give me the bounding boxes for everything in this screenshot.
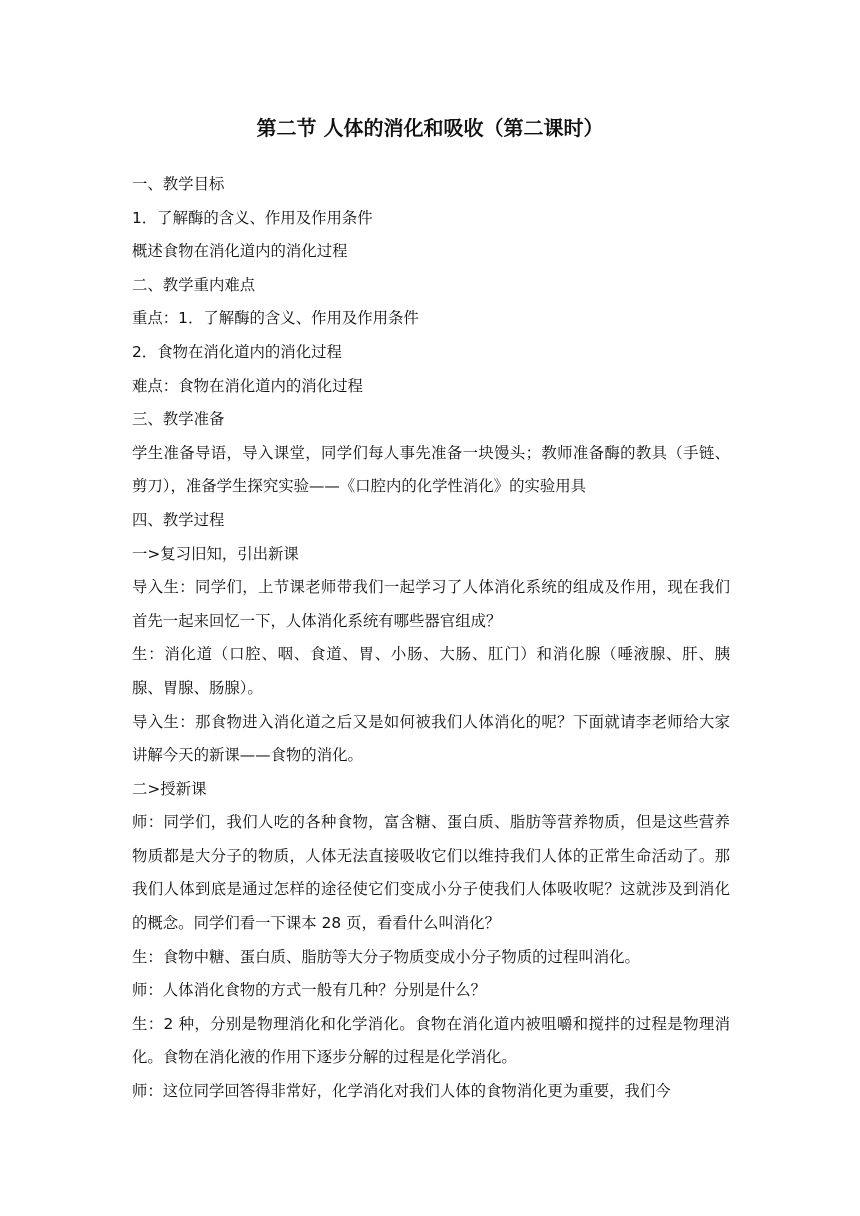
dialogue-paragraph: 生：食物中糖、蛋白质、脂肪等大分子物质变成小分子物质的过程叫消化。 [132, 947, 640, 966]
section-heading-preparation: 三、教学准备 [132, 410, 225, 429]
dialogue-paragraph: 导入生：那食物进入消化道之后又是如何被我们人体消化的呢？下面就请李老师给大家讲解今天的新课——食物的消化。 [132, 712, 730, 765]
objective-2: 概述食物在消化道内的消化过程 [132, 242, 348, 261]
section-heading-process: 四、教学过程 [132, 510, 225, 529]
dialogue-paragraph: 师：同学们，我们人吃的各种食物，富含糖、蛋白质、脂肪等营养物质，但是这些营养物质都是大分子的物质，人体无法直接吸收它们以维持我们人体的正常生命活动了。那我们人体到底是通过怎样的途径使它们变成小分子使我们人体吸收呢？这就涉及到消化的概念。同学们看一下课本 28 页，看看什么叫消化？ [132, 813, 730, 933]
dialogue-paragraph: 导入生：同学们，上节课老师带我们一起学习了人体消化系统的组成及作用，现在我们首先一起来回忆一下，人体消化系统有哪些器官组成？ [132, 578, 730, 630]
dialogue-paragraph: 师：这位同学回答得非常好，化学消化对我们人体的食物消化更为重要，我们今 [132, 1082, 671, 1101]
objective-1: 1．了解酶的含义、作用及作用条件 [132, 208, 373, 227]
preparation-text: 学生准备导语，导入课堂，同学们每人事先准备一块馒头；教师准备酶的教具（手链、剪刀），准备学生探究实验——《口腔内的化学性消化》的实验用具 [132, 443, 730, 496]
document-body [132, 168, 730, 1109]
process-step-review: 一>复习旧知，引出新课 [132, 544, 299, 563]
key-point-2: 2．食物在消化道内的消化过程 [132, 342, 342, 361]
process-step-new-lesson: 二>授新课 [132, 779, 207, 798]
page-title: 第二节 人体的消化和吸收（第二课时） [256, 116, 604, 140]
dialogue-paragraph: 生：2 种，分别是物理消化和化学消化。食物在消化道内被咀嚼和搅拌的过程是物理消化。食物在消化液的作用下逐步分解的过程是化学消化。 [132, 1014, 730, 1067]
dialogue-paragraph: 生：消化道（口腔、咽、食道、胃、小肠、大肠、肛门）和消化腺（唾液腺、肝、胰腺、胃腺、肠腺）。 [132, 645, 730, 697]
section-heading-objectives: 一、教学目标 [132, 175, 225, 193]
section-heading-key-points: 二、教学重内难点 [132, 275, 256, 294]
difficulty: 难点：食物在消化道内的消化过程 [132, 376, 363, 395]
key-point-1: 重点：1．了解酶的含义、作用及作用条件 [132, 309, 419, 328]
dialogue-paragraph: 师：人体消化食物的方式一般有几种？分别是什么？ [132, 981, 486, 1000]
